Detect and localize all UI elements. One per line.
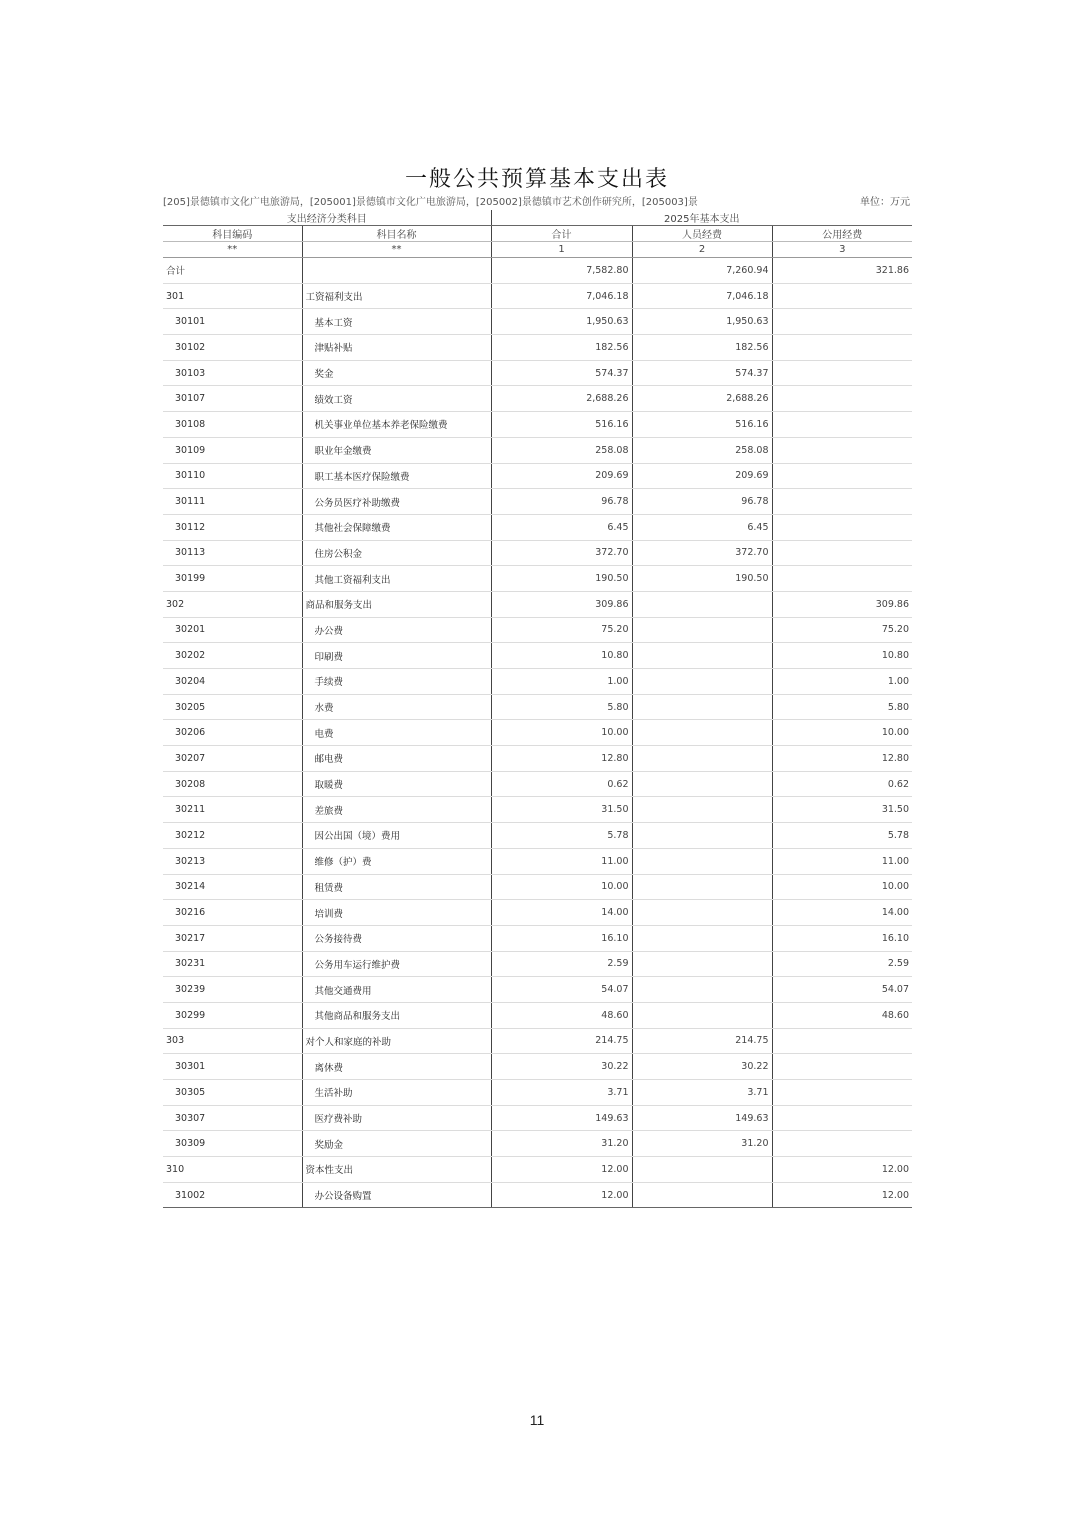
cell-personnel — [632, 720, 772, 746]
cell-public — [772, 463, 912, 489]
cell-public: 1.00 — [772, 669, 912, 695]
cell-total: 7,582.80 — [491, 258, 632, 284]
cell-total: 1.00 — [491, 669, 632, 695]
cell-public: 75.20 — [772, 617, 912, 643]
cell-public — [772, 386, 912, 412]
cell-total: 11.00 — [491, 848, 632, 874]
cell-code: 30204 — [163, 669, 302, 695]
cell-code: 30199 — [163, 566, 302, 592]
table-row — [163, 771, 912, 797]
cell-name: 住房公积金 — [302, 540, 491, 566]
cell-code: 30213 — [163, 848, 302, 874]
cell-name: 津贴补贴 — [302, 335, 491, 361]
cell-public: 10.00 — [772, 720, 912, 746]
cell-public: 309.86 — [772, 591, 912, 617]
cell-total: 31.50 — [491, 797, 632, 823]
table-row — [163, 335, 912, 361]
cell-code: 30102 — [163, 335, 302, 361]
cell-personnel — [632, 874, 772, 900]
cell-personnel — [632, 669, 772, 695]
cell-code: 30239 — [163, 977, 302, 1003]
cell-code: 30112 — [163, 514, 302, 540]
cell-total: 2,688.26 — [491, 386, 632, 412]
cell-personnel: 372.70 — [632, 540, 772, 566]
cell-personnel: 6.45 — [632, 514, 772, 540]
cell-total: 190.50 — [491, 566, 632, 592]
cell-name: 奖金 — [302, 360, 491, 386]
cell-code: 301 — [163, 283, 302, 309]
cell-name: 印刷费 — [302, 643, 491, 669]
cell-total: 516.16 — [491, 412, 632, 438]
cell-total: 6.45 — [491, 514, 632, 540]
cell-total: 31.20 — [491, 1131, 632, 1157]
cell-personnel — [632, 951, 772, 977]
table-row — [163, 848, 912, 874]
cell-name: 公务接待费 — [302, 925, 491, 951]
cell-public: 31.50 — [772, 797, 912, 823]
cell-name: 生活补助 — [302, 1080, 491, 1106]
cell-name: 机关事业单位基本养老保险缴费 — [302, 412, 491, 438]
cell-total: 3.71 — [491, 1080, 632, 1106]
cell-name: 公务员医疗补助缴费 — [302, 489, 491, 515]
cell-public: 12.00 — [772, 1182, 912, 1208]
cell-public: 12.80 — [772, 746, 912, 772]
cell-personnel: 7,046.18 — [632, 283, 772, 309]
table-row — [163, 540, 912, 566]
table-row — [163, 643, 912, 669]
cell-total: 5.78 — [491, 823, 632, 849]
cell-code: 310 — [163, 1157, 302, 1183]
cell-public — [772, 1105, 912, 1131]
cell-personnel: 30.22 — [632, 1054, 772, 1080]
cell-code: 30211 — [163, 797, 302, 823]
cell-personnel — [632, 977, 772, 1003]
unit-label: 单位：万元 — [860, 197, 910, 208]
index-public: 3 — [772, 242, 912, 258]
table-row — [163, 1080, 912, 1106]
cell-public: 2.59 — [772, 951, 912, 977]
page-title: 一般公共预算基本支出表 — [404, 167, 669, 192]
cell-name: 职业年金缴费 — [302, 437, 491, 463]
cell-name: 基本工资 — [302, 309, 491, 335]
table-row — [163, 591, 912, 617]
cell-public: 14.00 — [772, 900, 912, 926]
table-row — [163, 951, 912, 977]
cell-public — [772, 412, 912, 438]
cell-name: 奖励金 — [302, 1131, 491, 1157]
cell-code: 30216 — [163, 900, 302, 926]
cell-personnel — [632, 848, 772, 874]
cell-personnel: 574.37 — [632, 360, 772, 386]
table-row — [163, 720, 912, 746]
cell-code: 30217 — [163, 925, 302, 951]
cell-total: 12.00 — [491, 1157, 632, 1183]
cell-personnel — [632, 1157, 772, 1183]
cell-total: 54.07 — [491, 977, 632, 1003]
cell-public: 0.62 — [772, 771, 912, 797]
cell-total: 574.37 — [491, 360, 632, 386]
cell-personnel — [632, 591, 772, 617]
cell-personnel: 3.71 — [632, 1080, 772, 1106]
page-number: 11 — [529, 1412, 545, 1428]
cell-public: 16.10 — [772, 925, 912, 951]
cell-total: 258.08 — [491, 437, 632, 463]
table-subheader — [163, 193, 912, 209]
cell-personnel: 516.16 — [632, 412, 772, 438]
header-group-right: 2025年基本支出 — [491, 210, 912, 226]
cell-name: 因公出国（境）费用 — [302, 823, 491, 849]
cell-code: 30307 — [163, 1105, 302, 1131]
cell-code: 30208 — [163, 771, 302, 797]
cell-personnel — [632, 1002, 772, 1028]
header-index-row — [163, 242, 912, 258]
cell-personnel — [632, 643, 772, 669]
cell-personnel: 1,950.63 — [632, 309, 772, 335]
cell-public: 48.60 — [772, 1002, 912, 1028]
cell-code: 30301 — [163, 1054, 302, 1080]
cell-personnel: 214.75 — [632, 1028, 772, 1054]
table-row — [163, 386, 912, 412]
cell-public — [772, 335, 912, 361]
cell-code: 30299 — [163, 1002, 302, 1028]
table-row — [163, 977, 912, 1003]
cell-code: 30111 — [163, 489, 302, 515]
cell-personnel: 258.08 — [632, 437, 772, 463]
header-group-left: 支出经济分类科目 — [163, 210, 491, 226]
table-row — [163, 1028, 912, 1054]
cell-personnel — [632, 925, 772, 951]
cell-name: 离休费 — [302, 1054, 491, 1080]
cell-public — [772, 360, 912, 386]
table-row — [163, 283, 912, 309]
cell-public — [772, 540, 912, 566]
unit-scope-text: [205]景德镇市文化广电旅游局，[205001]景德镇市文化广电旅游局，[205002]景德镇市艺术创作研究所，[205003]景 — [163, 197, 698, 208]
cell-public: 10.00 — [772, 874, 912, 900]
cell-total: 96.78 — [491, 489, 632, 515]
header-total: 合计 — [491, 226, 632, 242]
cell-public: 11.00 — [772, 848, 912, 874]
cell-personnel — [632, 823, 772, 849]
cell-code: 30231 — [163, 951, 302, 977]
table-row — [163, 1131, 912, 1157]
cell-personnel: 2,688.26 — [632, 386, 772, 412]
cell-name: 其他交通费用 — [302, 977, 491, 1003]
cell-code: 30110 — [163, 463, 302, 489]
cell-code: 30107 — [163, 386, 302, 412]
index-total: 1 — [491, 242, 632, 258]
index-name: ** — [302, 242, 491, 258]
budget-table-body — [163, 258, 912, 1208]
cell-code: 302 — [163, 591, 302, 617]
table-row — [163, 489, 912, 515]
cell-public — [772, 437, 912, 463]
cell-name: 办公设备购置 — [302, 1182, 491, 1208]
cell-total: 7,046.18 — [491, 283, 632, 309]
cell-total: 209.69 — [491, 463, 632, 489]
table-row — [163, 258, 912, 284]
cell-code: 30108 — [163, 412, 302, 438]
table-row — [163, 1002, 912, 1028]
table-row — [163, 874, 912, 900]
cell-name: 邮电费 — [302, 746, 491, 772]
table-row — [163, 925, 912, 951]
table-row — [163, 463, 912, 489]
cell-public — [772, 283, 912, 309]
table-row — [163, 566, 912, 592]
cell-name: 取暖费 — [302, 771, 491, 797]
cell-total: 30.22 — [491, 1054, 632, 1080]
cell-code: 30103 — [163, 360, 302, 386]
cell-code: 30309 — [163, 1131, 302, 1157]
cell-name: 资本性支出 — [302, 1157, 491, 1183]
cell-code: 30101 — [163, 309, 302, 335]
cell-personnel — [632, 1182, 772, 1208]
cell-name: 公务用车运行维护费 — [302, 951, 491, 977]
cell-code: 30113 — [163, 540, 302, 566]
cell-public: 12.00 — [772, 1157, 912, 1183]
table-row — [163, 900, 912, 926]
cell-name: 其他商品和服务支出 — [302, 1002, 491, 1028]
cell-total: 309.86 — [491, 591, 632, 617]
cell-personnel: 7,260.94 — [632, 258, 772, 284]
cell-total: 5.80 — [491, 694, 632, 720]
table-row — [163, 797, 912, 823]
table-row — [163, 360, 912, 386]
cell-name: 工资福利支出 — [302, 283, 491, 309]
cell-code: 30212 — [163, 823, 302, 849]
cell-public: 10.80 — [772, 643, 912, 669]
table-row — [163, 746, 912, 772]
cell-total: 1,950.63 — [491, 309, 632, 335]
cell-personnel: 182.56 — [632, 335, 772, 361]
cell-total: 75.20 — [491, 617, 632, 643]
cell-name: 职工基本医疗保险缴费 — [302, 463, 491, 489]
table-row — [163, 1182, 912, 1208]
cell-public: 5.80 — [772, 694, 912, 720]
cell-public — [772, 1131, 912, 1157]
cell-code: 31002 — [163, 1182, 302, 1208]
cell-personnel: 96.78 — [632, 489, 772, 515]
cell-personnel: 209.69 — [632, 463, 772, 489]
cell-name: 办公费 — [302, 617, 491, 643]
cell-public — [772, 1028, 912, 1054]
cell-name: 其他社会保障缴费 — [302, 514, 491, 540]
cell-total: 2.59 — [491, 951, 632, 977]
table-row — [163, 437, 912, 463]
cell-personnel: 31.20 — [632, 1131, 772, 1157]
cell-public — [772, 1054, 912, 1080]
cell-code: 30109 — [163, 437, 302, 463]
cell-name: 医疗费补助 — [302, 1105, 491, 1131]
cell-code: 30207 — [163, 746, 302, 772]
cell-code: 合计 — [163, 258, 302, 284]
cell-personnel — [632, 771, 772, 797]
cell-public — [772, 514, 912, 540]
cell-name: 电费 — [302, 720, 491, 746]
cell-total: 12.00 — [491, 1182, 632, 1208]
table-row — [163, 309, 912, 335]
cell-public — [772, 566, 912, 592]
table-row — [163, 1157, 912, 1183]
cell-code: 30305 — [163, 1080, 302, 1106]
cell-public: 321.86 — [772, 258, 912, 284]
table-row — [163, 412, 912, 438]
cell-total: 10.00 — [491, 874, 632, 900]
cell-total: 14.00 — [491, 900, 632, 926]
cell-name: 对个人和家庭的补助 — [302, 1028, 491, 1054]
cell-name: 租赁费 — [302, 874, 491, 900]
cell-code: 30205 — [163, 694, 302, 720]
cell-public — [772, 1080, 912, 1106]
header-column-row — [163, 226, 912, 242]
cell-name — [302, 258, 491, 284]
cell-personnel — [632, 617, 772, 643]
cell-name: 商品和服务支出 — [302, 591, 491, 617]
header-code: 科目编码 — [163, 226, 302, 242]
cell-name: 差旅费 — [302, 797, 491, 823]
table-row — [163, 823, 912, 849]
cell-total: 0.62 — [491, 771, 632, 797]
table-row — [163, 1105, 912, 1131]
cell-personnel — [632, 746, 772, 772]
header-public: 公用经费 — [772, 226, 912, 242]
cell-code: 303 — [163, 1028, 302, 1054]
cell-total: 182.56 — [491, 335, 632, 361]
cell-total: 12.80 — [491, 746, 632, 772]
cell-public: 54.07 — [772, 977, 912, 1003]
cell-name: 其他工资福利支出 — [302, 566, 491, 592]
index-personnel: 2 — [632, 242, 772, 258]
cell-personnel — [632, 694, 772, 720]
index-code: ** — [163, 242, 302, 258]
cell-total: 16.10 — [491, 925, 632, 951]
cell-total: 10.80 — [491, 643, 632, 669]
cell-personnel — [632, 900, 772, 926]
header-group-row — [163, 210, 912, 226]
cell-total: 10.00 — [491, 720, 632, 746]
cell-code: 30206 — [163, 720, 302, 746]
table-row — [163, 694, 912, 720]
cell-name: 手续费 — [302, 669, 491, 695]
header-name: 科目名称 — [302, 226, 491, 242]
table-row — [163, 617, 912, 643]
cell-code: 30201 — [163, 617, 302, 643]
cell-personnel — [632, 797, 772, 823]
cell-total: 214.75 — [491, 1028, 632, 1054]
cell-total: 48.60 — [491, 1002, 632, 1028]
cell-public — [772, 489, 912, 515]
header-personnel: 人员经费 — [632, 226, 772, 242]
cell-public — [772, 309, 912, 335]
table-row — [163, 514, 912, 540]
cell-name: 维修（护）费 — [302, 848, 491, 874]
table-row — [163, 669, 912, 695]
cell-code: 30214 — [163, 874, 302, 900]
cell-name: 绩效工资 — [302, 386, 491, 412]
budget-table — [163, 210, 912, 1208]
cell-personnel: 190.50 — [632, 566, 772, 592]
table-row — [163, 1054, 912, 1080]
cell-public: 5.78 — [772, 823, 912, 849]
cell-total: 149.63 — [491, 1105, 632, 1131]
cell-name: 培训费 — [302, 900, 491, 926]
cell-personnel: 149.63 — [632, 1105, 772, 1131]
cell-code: 30202 — [163, 643, 302, 669]
cell-name: 水费 — [302, 694, 491, 720]
cell-total: 372.70 — [491, 540, 632, 566]
